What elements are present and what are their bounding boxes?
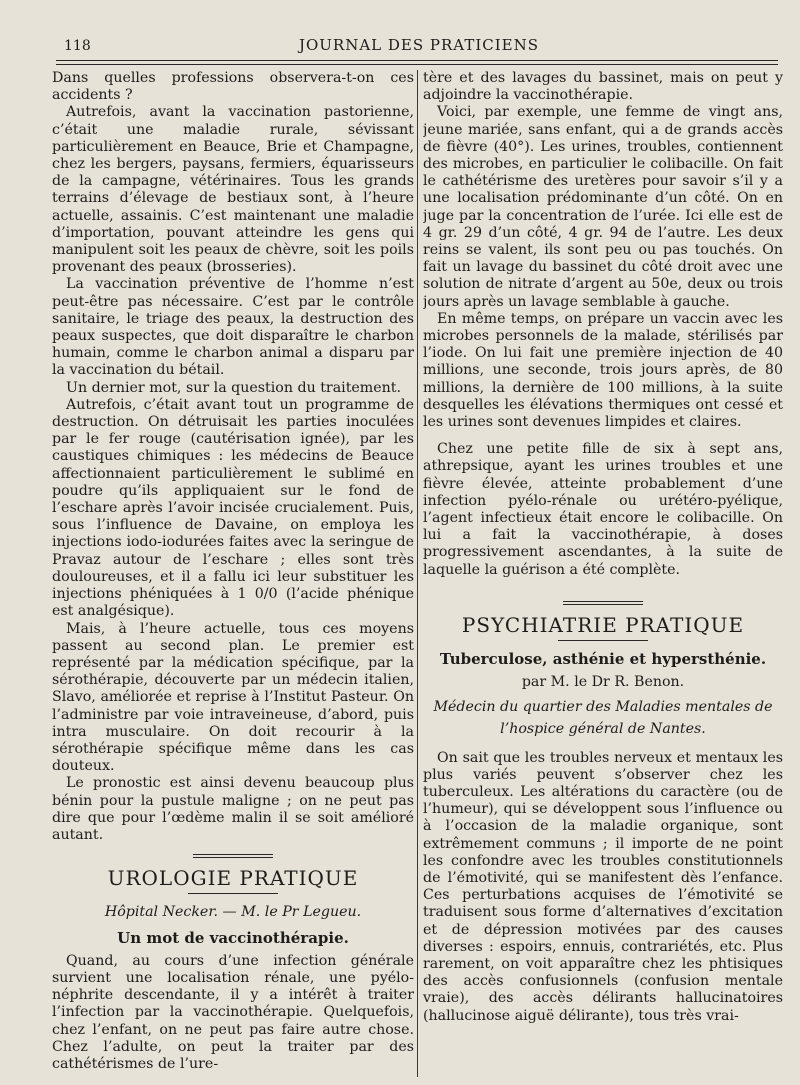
paragraph: tère et des lavages du bassinet, mais on peut y adjoindre la vaccinothérapie. <box>423 70 783 104</box>
section-title: PSYCHIATRIE PRATIQUE <box>461 612 745 637</box>
page-number: 118 <box>64 38 91 54</box>
article-byline: Hôpital Necker. — M. le Pr Legueu. <box>104 904 362 921</box>
page-header <box>60 34 778 58</box>
author-affiliation: Médecin du quartier des Maladies mentales de l’hospice général de Nantes. <box>433 698 773 737</box>
right-column <box>423 70 783 1085</box>
journal-title: JOURNAL DES PRATICIENS <box>298 36 540 54</box>
header-rule <box>56 60 778 61</box>
paragraph: Quand, au cours d’une infection générale survient une localisation rénale, une pyélo-néphrite descendante, il y a intérêt à traiter l’infection par la vaccinothérapie. Quelquefois, chez l’enfant, on ne peut pas faire autre chose. Chez l’adulte, on peut la traiter par des cathétérismes de l’ure- <box>52 952 414 1072</box>
paragraph: Dans quelles professions observera-t-on ces accidents ? <box>52 70 414 104</box>
paragraph: Chez une petite fille de six à sept ans, athrepsique, ayant les urines troubles et une fièvre élevée, atteinte probablement d’une infection pyélo-rénale ou urétéro-pyélique, l’agent infectieux était encore le colibacille. On lui a fait la vaccinothérapie, à doses progressivement ascendantes, à la suite de laquelle la guérison a été complète. <box>423 441 783 578</box>
paragraph: En même temps, on prépare un vaccin avec les microbes personnels de la malade, stérilisés par l’iode. On lui fait une première injection de 40 millions, une seconde, trois jours après, de 80 millions, la dernière de 100 millions, à la suite desquelles les élévations thermiques ont cessé et les urines sont devenues limpides et claires. <box>423 310 783 431</box>
section-divider <box>563 601 643 605</box>
article-title: Tuberculose, asthénie et hypersthénie. <box>439 650 767 669</box>
paragraph: On sait que les troubles nerveux et mentaux les plus variés peuvent s’observer chez les tuberculeux. Les altérations du caractère (ou de l’humeur), qui se développent sous l’influence ou à l’occasion de la maladie organique, sont extrêmement communs ; il importe de ne point les confondre avec les troubles constitutionnels de l’émotivité, qui se manifestent dès l’enfance. Ces perturbations acquises de l’émotivité se traduisent sous forme d’alternatives d’excitation et de dépression motivées par des causes diverses : espoirs, ennuis, contrariétés, etc. Plus rarement, on voit apparaître chez les phtisiques des accès confusionnels (confusion mentale vraie), des accès délirants hallucinatoires (hallucinose aiguë délirante), tous très vrai- <box>423 749 783 1024</box>
paragraph: Un dernier mot, sur la question du traitement. <box>66 379 401 396</box>
section-title: UROLOGIE PRATIQUE <box>107 866 359 891</box>
header-rule-thin <box>56 64 778 65</box>
paragraph: Autrefois, avant la vaccination pastorienne, c’était une maladie rurale, sévissant particulièrement en Beauce, Brie et Champagne, chez les bergers, paysans, fermiers, équarisseurs de la campagne, vétérinaires. Tous les grands terrains d’élevage de bestiaux sont, à l’heure actuelle, assainis. C’est maintenant une maladie d’importation, pouvant atteindre les gens qui manipulent soit les peaux de chèvre, soit les poils provenant des peaux (brosseries). <box>52 104 414 276</box>
column-divider <box>417 70 418 1077</box>
paragraph: La vaccination préventive de l’homme n’est peut-être pas nécessaire. C’est par le contrôle sanitaire, le triage des peaux, la destruction des peaux suspectes, que doit disparaître le charbon humain, comme le charbon animal a disparu par la vaccination du bétail. <box>52 276 414 379</box>
paragraph: Voici, par exemple, une femme de vingt ans, jeune mariée, sans enfant, qui a de grands accès de fièvre (40°). Les urines, troubles, contiennent des microbes, en particulier le colibacille. On fait le cathétérisme des uretères pour savoir s’il y a une localisation prédominante d’un côté. On en juge par la concentration de l’urée. Ici elle est de 4 gr. 29 d’un côté, 4 gr. 94 de l’autre. Les deux reins se valent, ils sont peu ou pas touchés. On fait un lavage du bassinet du côté droit avec une solution de nitrate d’argent au 50e, deux ou trois jours après un lavage semblable à gauche. <box>423 104 783 310</box>
article-byline: par M. le Dr R. Benon. <box>521 674 685 691</box>
paragraph: Le pronostic est ainsi devenu beaucoup plus bénin pour la pustule maligne ; on ne peut pas dire que pour l’œdème malin il se soit amélioré autant. <box>52 775 414 843</box>
paragraph: Autrefois, c’était avant tout un programme de destruction. On détruisait les parties inoculées par le fer rouge (cautérisation ignée), par les caustiques chimiques : les médecins de Beauce affectionnaient particulièrement le sublimé en poudre qu’ils appliquaient sur le fond de l’eschare après l’avoir incisée crucialement. Puis, sous l’influence de Davaine, on employa les injections iodo-iodurées faites avec la seringue de Pravaz autour de l’eschare ; elles sont très douloureuses, et il a fallu ici leur substituer les injections phéniquées à 1 0/0 (l’acide phénique est analgésique). <box>52 396 414 620</box>
left-column <box>52 70 414 1085</box>
title-rule <box>188 893 278 894</box>
title-rule <box>558 640 648 641</box>
section-divider <box>193 854 273 858</box>
paragraph: Mais, à l’heure actuelle, tous ces moyens passent au second plan. Le premier est représenté par la médication spécifique, par la sérothérapie, découverte par un médecin italien, Slavo, améliorée et reprise à l’Institut Pasteur. On l’administre par voie intraveineuse, d’abord, puis intra musculaire. On doit recourir à la sérothérapie spécifique même dans les cas douteux. <box>52 620 414 775</box>
article-title: Un mot de vaccinothérapie. <box>117 928 349 947</box>
